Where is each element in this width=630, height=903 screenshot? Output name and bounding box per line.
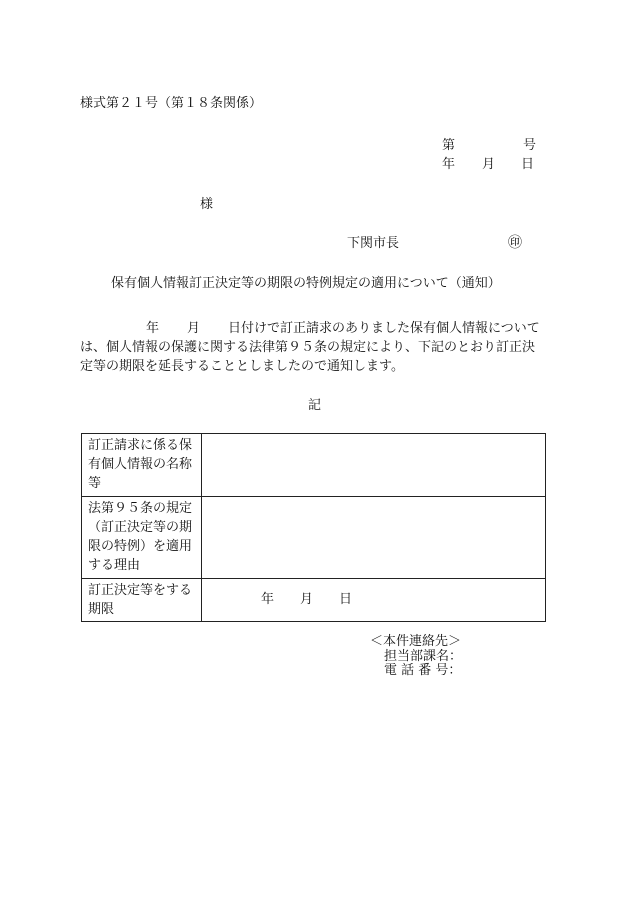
contact-department-label: 担当部課名：	[384, 649, 463, 664]
body-line-3: 定等の期限を延長することとしましたので通知します。	[80, 359, 404, 374]
doc-number-suffix: 号	[523, 138, 537, 153]
doc-number-prefix: 第	[442, 138, 456, 153]
table-row	[82, 497, 546, 579]
body-paragraph	[80, 319, 550, 376]
body-line-1-text: 日付けで訂正請求のありました保有個人情報について	[228, 321, 540, 336]
form-number: 様式第２１号（第１８条関係）	[80, 96, 263, 111]
seal-mark: ㊞	[508, 235, 522, 251]
date-month-label: 月	[482, 157, 496, 172]
body-year-label: 年	[146, 321, 160, 336]
deadline-month-label: 月	[300, 592, 314, 607]
table-row	[82, 434, 546, 497]
row-value-reason	[202, 497, 546, 579]
deadline-year-label: 年	[261, 592, 275, 607]
addressee-honorific: 様	[200, 197, 214, 212]
row-value-deadline	[202, 579, 546, 622]
row-label-reason: 法第９５条の規定 （訂正決定等の期 限の特例）を適用 する理由	[82, 497, 202, 579]
row-value-info-name	[202, 434, 546, 497]
document-title: 保有個人情報訂正決定等の期限の特例規定の適用について（通知）	[111, 276, 501, 291]
deadline-day-label: 日	[339, 592, 353, 607]
body-line-1	[80, 319, 550, 338]
date-day-label: 日	[521, 157, 535, 172]
date-year-label: 年	[442, 157, 456, 172]
row-label-deadline: 訂正決定等をする 期限	[82, 579, 202, 622]
body-line-2: は、個人情報の保護に関する法律第９５条の規定により、下記のとおり訂正決	[80, 340, 536, 355]
detail-table	[81, 433, 546, 622]
sender-name: 下関市長	[347, 236, 400, 251]
contact-phone-label: 電 話 番 号：	[384, 663, 462, 678]
contact-title: ＜本件連絡先＞	[370, 634, 462, 649]
row-label-info-name: 訂正請求に係る保 有個人情報の名称 等	[82, 434, 202, 497]
deadline-date	[208, 581, 539, 609]
table-row	[82, 579, 546, 622]
body-month-label: 月	[187, 321, 201, 336]
ki-heading: 記	[308, 398, 322, 413]
